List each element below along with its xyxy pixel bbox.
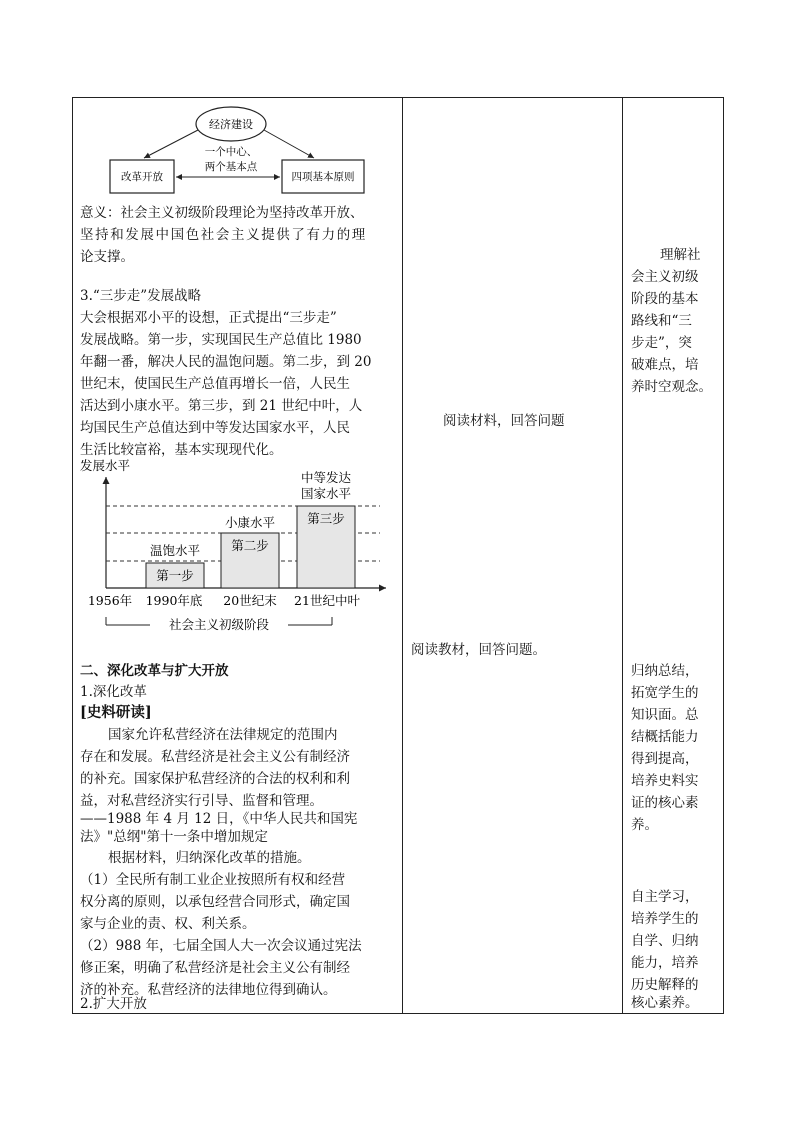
material-line-4: 益，对私营经济实行引导、监督和管理。 (80, 793, 323, 809)
material-line-3: 的补充。国家保护私营经济的合法的权利和利 (80, 771, 350, 787)
answer2-line-2: 修正案，明确了私营经济是社会主义公有制经 (80, 960, 350, 976)
basic-line-diagram (100, 100, 400, 200)
intent3-line-1: 自主学习， (631, 889, 699, 905)
diagram-right-label: 四项基本原则 (291, 171, 355, 183)
sub1-title: 1.深化改革 (80, 684, 147, 700)
meaning-line-2: 坚持和发展中国色社会主义提供了有力的理 (80, 227, 367, 243)
question-line: 根据材料，归纳深化改革的措施。 (108, 850, 311, 866)
three-step-chart (80, 455, 398, 635)
xtick-1: 1956年 (87, 593, 133, 608)
chart-ylabel: 发展水平 (80, 458, 131, 473)
section3-line-2: 发展战略。第一步，实现国民生产总值比 1980 (80, 332, 362, 348)
material-tag: [史料研读] (80, 704, 152, 721)
intent1-line-2: 会主义初级 (631, 269, 699, 285)
material-line-6: 法》"总纲"第十一条中增加规定 (80, 829, 268, 845)
intent1-line-4: 路线和“三 (631, 313, 692, 329)
diagram-left-label: 改革开放 (121, 171, 163, 183)
section3-line-6: 均国民生产总值达到中等发达国家水平，人民 (80, 420, 350, 436)
material-line-1: 国家允许私营经济在法律规定的范围内 (108, 727, 338, 743)
xtick-3: 20世纪末 (223, 593, 277, 608)
meaning-line-1: 意义：社会主义初级阶段理论为坚持改革开放、 (80, 205, 364, 221)
intent2-line-8: 养。 (631, 817, 658, 833)
xtick-2: 1990年底 (145, 593, 203, 608)
section3-line-4: 世纪末，使国民生产总值再增长一倍，人民生 (80, 376, 350, 392)
section3-line-3: 年翻一番，解决人民的温饱问题。第二步，到 20 (80, 354, 372, 370)
section3-line-5: 活达到小康水平。第三步，到 21 世纪中叶，人 (80, 398, 363, 414)
diagram-middle-line2: 两个基本点 (204, 161, 258, 173)
step-label-3: 第三步 (307, 511, 345, 526)
intent2-line-5: 得到提高， (631, 751, 699, 767)
level-label-3a: 中等发达 (300, 470, 352, 485)
level-label-3b: 国家水平 (300, 486, 352, 501)
stage-label: 社会主义初级阶段 (168, 617, 270, 632)
section3-line-1: 大会根据邓小平的设想，正式提出“三步走” (80, 310, 337, 326)
meaning-line-3: 论支撑。 (80, 249, 134, 265)
xtick-4: 21世纪中叶 (294, 593, 360, 608)
intent1-line-6: 破难点，培 (631, 357, 699, 373)
answer1-line-2: 权分离的原则，以承包经营合同形式，确定国 (80, 894, 350, 910)
intent2-line-4: 结概括能力 (631, 729, 699, 745)
answer1-line-1: （1）全民所有制工业企业按照所有权和经营 (80, 872, 346, 888)
material-line-5: ——1988 年 4 月 12 日，《中华人民共和国宪 (80, 811, 358, 827)
intent2-line-1: 归纳总结， (631, 663, 699, 679)
level-label-2: 小康水平 (224, 515, 276, 530)
intent3-line-6: 核心素养。 (631, 995, 699, 1011)
intent1-line-3: 阶段的基本 (631, 291, 699, 307)
intent1-line-7: 养时空观念。 (631, 379, 712, 395)
diagram-middle-line1: 一个中心、 (204, 146, 258, 158)
column-divider-1 (402, 97, 403, 1014)
intent1-line-1: 理解社 (660, 247, 701, 263)
material-line-2: 存在和发展。私营经济是社会主义公有制经济 (80, 749, 350, 765)
step-label-1: 第一步 (156, 568, 194, 583)
section3-line-7: 生活比较富裕，基本实现现代化。 (80, 442, 283, 458)
activity-read-material: 阅读材料，回答问题 (443, 413, 565, 429)
intent2-line-3: 知识面。总 (631, 707, 699, 723)
intent2-line-6: 培养史料实 (631, 773, 699, 789)
activity-read-textbook: 阅读教材，回答问题。 (411, 642, 546, 658)
intent3-line-4: 能力，培养 (631, 955, 699, 971)
answer2-line-1: （2）988 年，七届全国人大一次会议通过宪法 (80, 938, 362, 954)
answer1-line-3: 家与企业的责、权、利关系。 (80, 916, 256, 932)
part2-title: 二、深化改革与扩大开放 (80, 663, 229, 679)
section3-title: 3.“三步走”发展战略 (80, 288, 202, 304)
intent3-line-5: 历史解释的 (631, 977, 699, 993)
intent1-line-5: 步走”，突 (631, 335, 692, 351)
answer2-line-3: 济的补充。私营经济的法律地位得到确认。 (80, 982, 337, 998)
intent2-line-2: 拓宽学生的 (631, 685, 699, 701)
intent3-line-2: 培养学生的 (631, 911, 699, 927)
step-label-2: 第二步 (231, 538, 269, 553)
level-label-1: 温饱水平 (149, 543, 201, 558)
column-divider-2 (622, 97, 623, 1014)
intent3-line-3: 自学、归纳 (631, 933, 699, 949)
sub2-title: 2.扩大开放 (80, 996, 147, 1012)
diagram-center-label: 经济建设 (209, 118, 253, 131)
intent2-line-7: 证的核心素 (631, 795, 699, 811)
